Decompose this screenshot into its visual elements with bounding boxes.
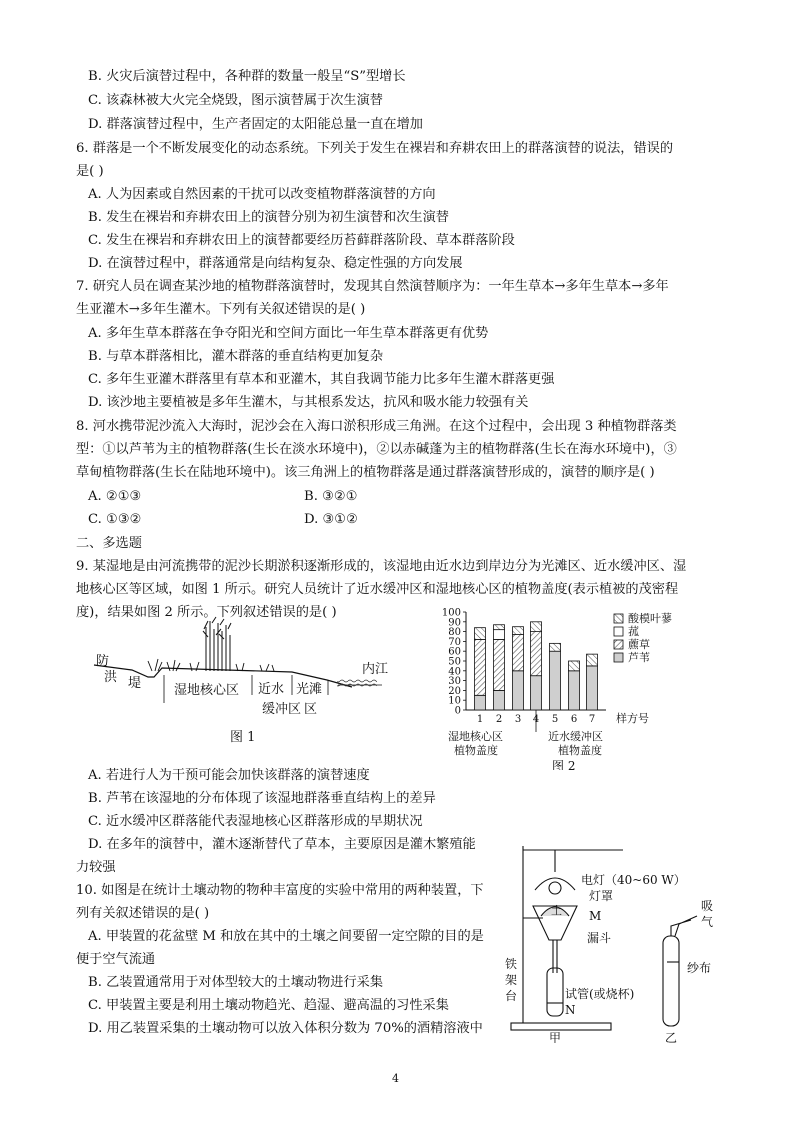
bar-segment [475,639,486,695]
text-line: 8. 河水携带泥沙流入大海时，泥沙会在入海口淤积形成三角洲。在这个过程中，会出现 3 种植物群落类 [76,419,677,434]
fig1-caption: 图 1 [230,730,256,745]
x-tick-label: 7 [588,714,596,725]
fig1-label-di: 堤 [128,676,142,691]
x-tick-label: 4 [532,714,540,725]
label-jia: 甲 [549,1031,562,1043]
y-tick-label: 0 [454,705,461,717]
bar-segment [494,690,505,710]
text-line: 度)，结果如图 2 所示。下列叙述错误的是( ) [76,605,337,620]
x-tick-label: 5 [551,714,559,725]
text-line: D. 该沙地主要植被是多年生灌木，与其根系发达，抗风和吸水能力较强有关 [88,395,529,410]
text-line: B. 火灾后演替过程中，各种群的数量一般呈“S”型增长 [88,69,406,84]
label-shade: 灯罩 [589,889,614,903]
text-line: D. ③①② [304,512,358,527]
label-yi: 乙 [665,1031,678,1043]
figure-3-apparatus [505,838,745,1043]
page-number: 4 [392,1072,399,1085]
fig2-group2-sub: 植物盖度 [558,744,602,757]
bar-segment [531,676,542,710]
label-tube: 试管(或烧杯) [565,987,635,1001]
bar-segment [531,622,542,632]
text-line: 生亚灌木→多年生灌木。下列有关叙述错误的是( ) [76,302,366,317]
y-tick-label: 100 [441,607,461,619]
fig1-mudflat: 光滩 [296,682,323,697]
bar-segment [513,627,524,635]
text-line: A. ②①③ [88,489,142,504]
legend-swatch [614,653,623,662]
bar-segment [513,635,524,671]
y-tick-label: 10 [448,695,461,707]
legend-swatch [614,614,623,623]
text-line: 9. 某湿地是由河流携带的泥沙长期淤积逐渐形成的，该湿地由近水边到岸边分为光滩区、近水缓冲区、湿 [76,559,687,574]
text-line: 7. 研究人员在调查某沙地的植物群落演替时，发现其自然演替顺序为：一年生草本→多年生草本→多年 [76,279,669,294]
legend-swatch [614,627,623,636]
bar-segment [531,632,542,676]
text-line: 力较强 [76,860,116,875]
bar-segment [494,630,505,640]
text-line: B. 与草本群落相比，灌木群落的垂直结构更加复杂 [88,349,384,364]
bar-segment [569,671,580,710]
y-tick-label: 90 [448,617,461,629]
bar-segment [494,625,505,630]
text-line: C. 甲装置主要是利用土壤动物趋光、趋湿、避高温的习性采集 [88,998,449,1013]
bar-segment [587,666,598,710]
y-tick-label: 80 [448,627,461,639]
text-line: A. 人为因素或自然因素的干扰可以改变植物群落演替的方向 [88,187,436,202]
legend-label: 酸模叶蓼 [628,612,672,625]
legend-label: 菰 [628,625,639,638]
fig2-group2-label: 近水缓冲区 [548,730,603,743]
bar-segment [475,628,486,640]
legend-label: 芦苇 [628,651,650,664]
text-line: 6. 群落是一个不断发展变化的动态系统。下列关于发生在裸岩和弃耕农田上的群落演替的说法，错误的 [76,141,674,156]
fig1-buffer-zone: 缓冲区 [262,702,302,717]
text-line: C. 发生在裸岩和弃耕农田上的演替都要经历苔藓群落阶段、草本群落阶段 [88,233,515,248]
bar-segment [550,643,561,651]
fig1-core-zone: 湿地核心区 [174,683,240,698]
figure-1-wetland-diagram [92,615,392,750]
label-xi: 吸 [701,899,714,913]
x-tick-label: 3 [514,714,522,725]
figure-2-coverage-chart [436,600,716,770]
label-qi: 气 [701,915,714,929]
text-line: B. 发生在裸岩和弃耕农田上的演替分别为初生演替和次生演替 [88,210,449,225]
y-tick-label: 20 [448,685,461,697]
bar-segment [494,639,505,690]
bar-segment [550,651,561,710]
fig2-group1-label: 湿地核心区 [448,730,503,743]
y-tick-label: 40 [448,666,461,678]
text-line: D. 在多年的演替中，灌木逐渐替代了草本，主要原因是灌木繁殖能 [88,837,476,852]
fig1-label-hong: 洪 [104,670,118,685]
x-tick-label: 1 [476,714,484,725]
x-tick-label: 6 [570,714,578,725]
label-funnel: 漏斗 [587,931,612,945]
y-tick-label: 70 [448,636,461,648]
legend-swatch [614,640,623,649]
y-tick-label: 30 [448,676,461,688]
text-line: A. 多年生草本群落在争夺阳光和空间方面比一年生草本群落更有优势 [88,326,489,341]
label-stand-1: 铁 [505,957,518,971]
label-m: M [589,909,602,923]
text-line: B. 芦苇在该湿地的分布体现了该湿地群落垂直结构上的差异 [88,791,436,806]
x-axis-unit: 样方号 [616,712,649,725]
y-tick-label: 60 [448,646,461,658]
fig1-river: 内江 [362,662,389,677]
y-tick-label: 50 [448,656,461,668]
label-stand-2: 架 [505,973,518,987]
text-line: 型：①以芦苇为主的植物群落(生长在淡水环境中)，②以赤碱蓬为主的植物群落(生长在海水环境中)，③ [76,442,677,457]
text-line: 10. 如图是在统计土壤动物的物种丰富度的实验中常用的两种装置，下 [76,883,484,898]
text-line: 是( ) [76,164,104,179]
label-soil: 土 [551,904,562,917]
label-gauze: 纱布 [687,961,712,975]
fig2-caption: 图 2 [552,759,576,770]
text-line: 列有关叙述错误的是( ) [76,906,210,921]
text-line: C. ①③② [88,512,142,527]
fig2-group1-sub: 植物盖度 [454,744,498,757]
text-line: B. ③②① [304,489,358,504]
bar-segment [475,695,486,710]
text-line: C. 该森林被大火完全烧毁，图示演替属于次生演替 [88,93,383,108]
text-line: 便于空气流通 [76,952,156,967]
legend-label: 藨草 [628,638,650,651]
text-line: 二、多选题 [76,536,142,551]
label-lamp: 电灯（40~60 W） [581,873,686,887]
bar-segment [569,661,580,671]
label-stand-3: 台 [505,989,518,1003]
text-line: D. 群落演替过程中，生产者固定的太阳能总量一直在增加 [88,117,423,132]
text-line: C. 近水缓冲区群落能代表湿地核心区群落形成的早期状况 [88,814,423,829]
text-line: A. 若进行人为干预可能会加快该群落的演替速度 [88,768,370,783]
label-n: N [565,1003,576,1017]
text-line: 草甸植物群落(生长在陆地环境中)。该三角洲上的植物群落是通过群落演替形成的，演替的顺序是( ) [76,465,655,480]
fig1-label-fang: 防 [96,654,110,669]
text-line: B. 乙装置通常用于对体型较大的土壤动物进行采集 [88,975,384,990]
fig1-mudflat-zone: 区 [304,702,318,717]
text-line: C. 多年生亚灌木群落里有草本和亚灌木，其自我调节能力比多年生灌木群落更强 [88,372,555,387]
x-tick-label: 2 [495,714,503,725]
bar-segment [587,654,598,666]
bar-segment [513,671,524,710]
text-line: 地核心区等区域，如图 1 所示。研究人员统计了近水缓冲区和湿地核心区的植物盖度(表示植被的茂密程 [76,582,679,597]
text-line: A. 甲装置的花盆壁 M 和放在其中的土壤之间要留一定空隙的目的是 [88,929,484,944]
text-line: D. 在演替过程中，群落通常是向结构复杂、稳定性强的方向发展 [88,256,463,271]
fig1-near-water: 近水 [258,682,285,697]
text-line: D. 用乙装置采集的土壤动物可以放入体积分数为 70%的酒精溶液中 [88,1021,483,1036]
